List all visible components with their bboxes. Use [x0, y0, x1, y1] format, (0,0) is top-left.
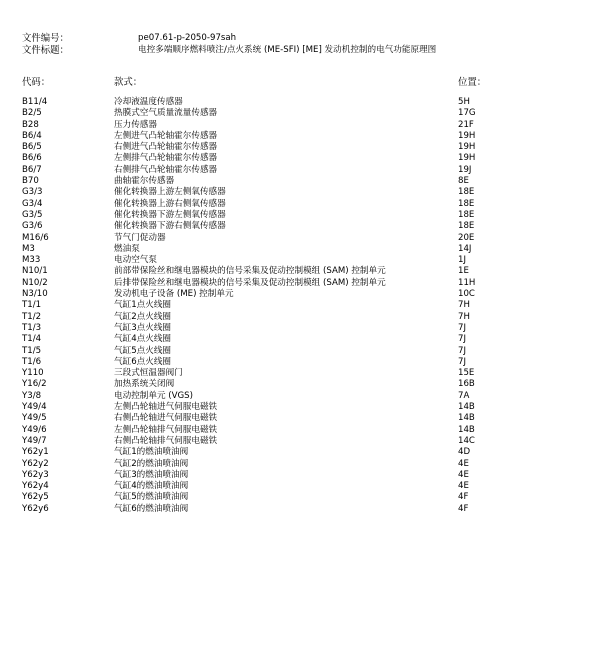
list-item — [22, 300, 582, 311]
component-location: 7J — [458, 356, 467, 367]
component-description: 三段式恒温器阀门 — [114, 368, 183, 379]
component-location: 8E — [458, 176, 469, 187]
doc-title-label: 文件标题： — [22, 45, 69, 56]
list-item — [22, 255, 582, 266]
component-location: 14J — [458, 243, 472, 254]
component-code: Y62y6 — [22, 503, 49, 514]
doc-number-value: pe07.61-p-2050-97sah — [138, 33, 237, 43]
component-code: G3/4 — [22, 198, 43, 209]
component-description: 气缸4点火线圈 — [114, 334, 172, 345]
list-item — [22, 199, 582, 210]
component-list — [22, 97, 582, 515]
component-code: T1/4 — [22, 334, 42, 345]
component-location: 4E — [458, 469, 469, 480]
list-item — [22, 391, 582, 402]
component-description: 左侧进气凸轮轴霍尔传感器 — [114, 130, 218, 141]
component-location: 7J — [458, 322, 467, 333]
component-location: 19H — [458, 153, 476, 164]
component-location: 4F — [458, 492, 469, 503]
component-description: 气缸4的燃油喷油阀 — [114, 481, 189, 492]
component-description: 曲轴霍尔传感器 — [114, 176, 175, 187]
list-item — [22, 108, 582, 119]
component-location: 11H — [458, 277, 476, 288]
component-location: 20E — [458, 232, 475, 243]
list-item — [22, 142, 582, 153]
component-code: Y49/7 — [22, 435, 47, 446]
list-item — [22, 357, 582, 368]
component-code: B11/4 — [22, 97, 48, 107]
component-location: 14C — [458, 435, 475, 446]
column-header-location: 位置： — [458, 77, 487, 88]
component-location: 1J — [458, 255, 467, 266]
component-code: M3 — [22, 243, 35, 254]
component-description: 催化转换器下游右侧氧传感器 — [114, 221, 226, 232]
list-item — [22, 97, 582, 108]
component-code: Y62y4 — [22, 481, 49, 492]
component-description: 催化转换器上游左侧氧传感器 — [114, 187, 226, 198]
component-description: 气缸3的燃油喷油阀 — [114, 469, 189, 480]
component-location: 10C — [458, 289, 475, 300]
component-location: 18E — [458, 198, 475, 209]
component-description: 气缸2的燃油喷油阀 — [114, 458, 189, 469]
component-location: 7J — [458, 334, 467, 345]
component-description: 电动控制单元 (VGS) — [114, 390, 193, 401]
component-description: 气缸1的燃油喷油阀 — [114, 447, 189, 458]
component-code: Y62y2 — [22, 458, 49, 469]
component-description: 燃油泵 — [114, 243, 140, 254]
component-location: 15E — [458, 368, 475, 379]
list-item — [22, 481, 582, 492]
component-description: 右侧进气凸轮轴霍尔传感器 — [114, 142, 218, 153]
component-location: 14B — [458, 413, 475, 424]
component-location: 18E — [458, 187, 475, 198]
list-item — [22, 187, 582, 198]
component-location: 14B — [458, 424, 475, 435]
component-description: 催化转换器上游右侧氧传感器 — [114, 198, 226, 209]
component-location: 21F — [458, 119, 474, 130]
component-code: G3/6 — [22, 221, 43, 232]
list-item — [22, 120, 582, 131]
component-location: 14B — [458, 402, 475, 413]
component-description: 压力传感器 — [114, 119, 157, 130]
component-location: 19H — [458, 142, 476, 153]
component-description: 左侧排气凸轮轴霍尔传感器 — [114, 153, 218, 164]
list-item — [22, 470, 582, 481]
list-item — [22, 266, 582, 277]
component-description: 电动空气泵 — [114, 255, 157, 266]
list-item — [22, 425, 582, 436]
component-description: 后排带保险丝和继电器模块的信号采集及促动控制模组 (SAM) 控制单元 — [114, 277, 386, 288]
component-code: T1/3 — [22, 322, 42, 333]
component-location: 18E — [458, 209, 475, 220]
list-item — [22, 153, 582, 164]
component-code: B6/7 — [22, 164, 42, 175]
component-code: M33 — [22, 255, 41, 266]
list-item — [22, 131, 582, 142]
list-item — [22, 323, 582, 334]
component-code: G3/5 — [22, 209, 43, 220]
component-location: 1E — [458, 266, 469, 277]
list-item — [22, 221, 582, 232]
component-code: B28 — [22, 119, 39, 130]
component-code: N10/1 — [22, 266, 48, 277]
component-code: Y62y5 — [22, 492, 49, 503]
component-code: Y49/6 — [22, 424, 47, 435]
component-code: N10/2 — [22, 277, 48, 288]
component-description: 气缸3点火线圈 — [114, 322, 172, 333]
component-location: 7A — [458, 390, 470, 401]
list-item — [22, 334, 582, 345]
list-item — [22, 504, 582, 515]
component-description: 发动机电子设备 (ME) 控制单元 — [114, 289, 234, 300]
component-code: B6/6 — [22, 153, 42, 164]
component-code: B2/5 — [22, 108, 42, 119]
component-code: B70 — [22, 176, 39, 187]
list-item — [22, 492, 582, 503]
column-header-description: 款式： — [114, 77, 143, 88]
component-code: Y16/2 — [22, 379, 47, 390]
component-description: 气缸6点火线圈 — [114, 356, 172, 367]
doc-number-label: 文件编号： — [22, 33, 69, 44]
component-code: N3/10 — [22, 289, 48, 300]
list-item — [22, 459, 582, 470]
list-item — [22, 176, 582, 187]
component-description: 右侧凸轮轴进气伺服电磁铁 — [114, 413, 218, 424]
component-description: 左侧凸轮轴排气伺服电磁铁 — [114, 424, 218, 435]
component-description: 左侧凸轮轴进气伺服电磁铁 — [114, 402, 218, 413]
list-item — [22, 447, 582, 458]
component-code: G3/3 — [22, 187, 43, 198]
component-description: 气缸6的燃油喷油阀 — [114, 503, 189, 514]
component-description: 前部带保险丝和继电器模块的信号采集及促动控制模组 (SAM) 控制单元 — [114, 266, 386, 277]
list-item — [22, 379, 582, 390]
component-code: T1/1 — [22, 300, 42, 311]
component-location: 4E — [458, 458, 469, 469]
component-location: 4D — [458, 447, 471, 458]
list-item — [22, 368, 582, 379]
component-location: 19H — [458, 130, 476, 141]
component-location: 4E — [458, 481, 469, 492]
component-description: 催化转换器下游左侧氧传感器 — [114, 209, 226, 220]
component-location: 7J — [458, 345, 467, 356]
list-item — [22, 436, 582, 447]
component-location: 7H — [458, 311, 470, 322]
component-description: 热膜式空气质量流量传感器 — [114, 108, 218, 119]
component-code: Y3/8 — [22, 390, 42, 401]
list-item — [22, 165, 582, 176]
list-item — [22, 346, 582, 357]
list-item — [22, 233, 582, 244]
component-location: 19J — [458, 164, 472, 175]
component-description: 冷却液温度传感器 — [114, 97, 183, 107]
component-description: 右侧凸轮轴排气伺服电磁铁 — [114, 435, 218, 446]
component-location: 7H — [458, 300, 470, 311]
component-location: 18E — [458, 221, 475, 232]
list-item — [22, 289, 582, 300]
component-code: Y49/4 — [22, 402, 47, 413]
component-location: 17G — [458, 108, 476, 119]
list-item — [22, 210, 582, 221]
component-code: M16/6 — [22, 232, 49, 243]
list-item — [22, 244, 582, 255]
list-item — [22, 413, 582, 424]
list-item — [22, 278, 582, 289]
component-location: 16B — [458, 379, 475, 390]
component-code: T1/6 — [22, 356, 42, 367]
component-code: Y62y3 — [22, 469, 49, 480]
component-code: B6/4 — [22, 130, 42, 141]
component-location: 4F — [458, 503, 469, 514]
component-description: 气缸2点火线圈 — [114, 311, 172, 322]
column-header-code: 代码： — [22, 77, 51, 88]
doc-title-value: 电控多端顺序燃料喷注/点火系统 (ME-SFI) [ME] 发动机控制的电气功能原理图 — [138, 45, 437, 55]
component-code: B6/5 — [22, 142, 42, 153]
component-code: Y49/5 — [22, 413, 47, 424]
component-description: 气缸5点火线圈 — [114, 345, 172, 356]
component-location: 5H — [458, 97, 470, 107]
component-code: T1/5 — [22, 345, 42, 356]
component-code: T1/2 — [22, 311, 42, 322]
component-code: Y62y1 — [22, 447, 49, 458]
component-description: 气缸1点火线圈 — [114, 300, 172, 311]
list-item — [22, 312, 582, 323]
component-description: 右侧排气凸轮轴霍尔传感器 — [114, 164, 218, 175]
component-description: 加热系统关闭阀 — [114, 379, 175, 390]
list-item — [22, 402, 582, 413]
component-description: 节气门促动器 — [114, 232, 166, 243]
component-description: 气缸5的燃油喷油阀 — [114, 492, 189, 503]
component-code: Y110 — [22, 368, 44, 379]
